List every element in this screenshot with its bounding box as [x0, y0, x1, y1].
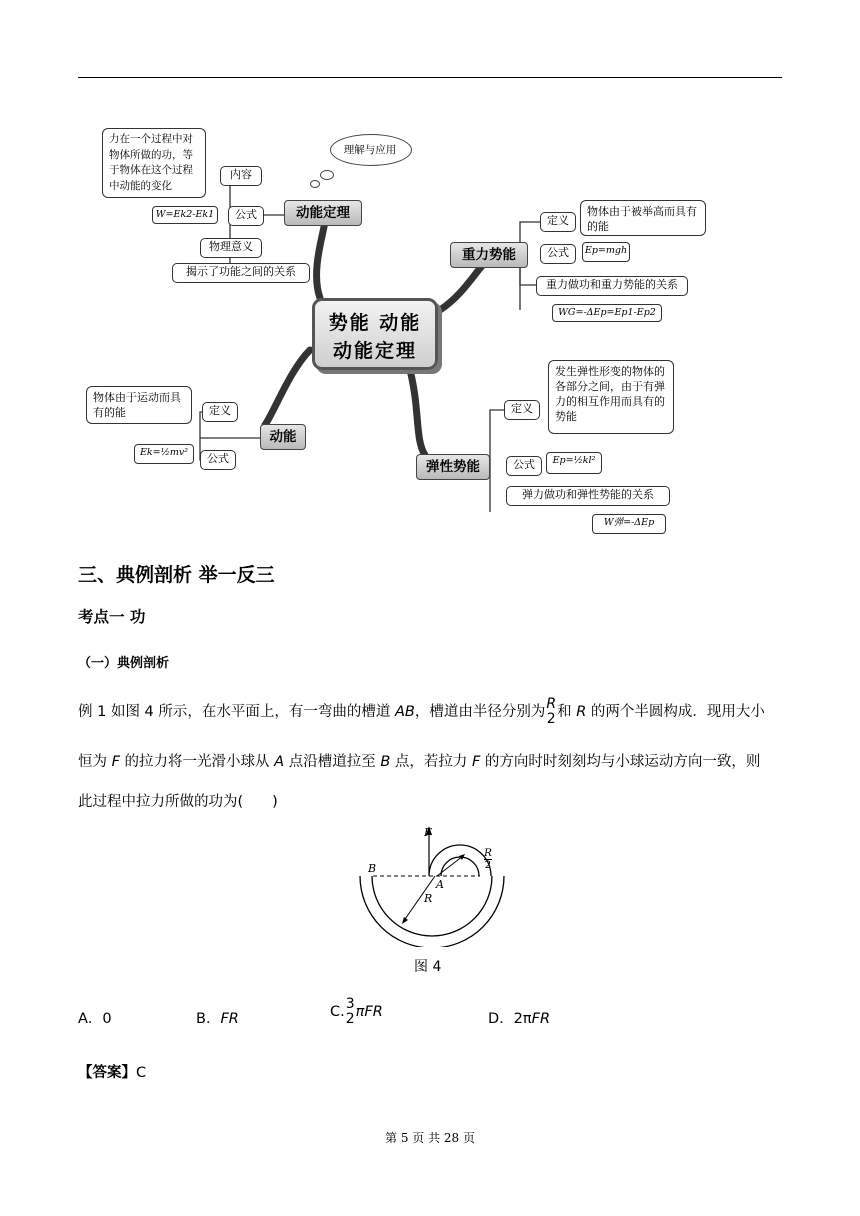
- frac-num: 3: [345, 996, 355, 1012]
- option-b: [196, 1007, 239, 1028]
- text: 的拉力将一光滑小球从: [119, 754, 275, 770]
- gravity-formula: Ep=mgh: [582, 242, 630, 262]
- answer-label: 【答案】: [78, 1065, 136, 1081]
- text: FR: [531, 1011, 551, 1027]
- option-c: [330, 997, 383, 1027]
- frac-den: 2: [345, 1011, 355, 1027]
- elastic-def-text: 发生弹性形变的物体的各部分之间，由于有弹力的相互作用而具有的势能: [548, 360, 674, 434]
- fraction-3-over-2: [346, 997, 355, 1027]
- fig-label-r-over-2: [484, 848, 492, 871]
- fig-label-a: A: [436, 878, 444, 891]
- page-footer: 第 5 页 共 28 页: [385, 1131, 475, 1145]
- text: 恒为: [78, 754, 112, 770]
- kinetic-formula-label: 公式: [200, 450, 236, 470]
- example-line-1: [78, 697, 765, 727]
- text: ，槽道由半径分别为: [414, 704, 546, 720]
- section-title: 三、典例剖析 举一反三: [78, 564, 275, 586]
- elastic-def-label: 定义: [504, 400, 540, 420]
- gravity-def-label: 定义: [540, 212, 576, 232]
- frac-den: 2: [484, 859, 492, 871]
- gravity-relation-formula: WG=-ΔEp=Ep1-Ep2: [552, 304, 662, 322]
- subsection-title: 考点一 功: [78, 608, 146, 626]
- symbol-a: A: [274, 754, 285, 770]
- meaning-label: 物理意义: [200, 238, 262, 258]
- gravity-def-text: 物体由于被举高而具有的能: [580, 200, 706, 236]
- symbol-f: F: [471, 754, 481, 770]
- text: 点沿槽道拉至: [284, 754, 381, 770]
- formula-label: 公式: [228, 206, 264, 226]
- fraction-r-over-2: [546, 697, 556, 727]
- subsub-title: （一）典例剖析: [78, 656, 170, 671]
- groove-figure: [355, 822, 505, 947]
- answer-value: C: [136, 1065, 147, 1081]
- example-line-2: [78, 752, 760, 772]
- elastic-formula-label: 公式: [506, 456, 542, 476]
- elastic-relation-formula: W弹=-ΔEp: [592, 514, 666, 534]
- topic-kinetic: 动能: [260, 424, 306, 450]
- center-line-1: 势能 动能: [328, 312, 422, 334]
- text: B．: [196, 1011, 221, 1027]
- text: 和: [557, 704, 577, 720]
- symbol-b: B: [380, 754, 391, 770]
- elastic-relation-label: 弹力做功和弹性势能的关系: [506, 486, 670, 506]
- symbol-r: R: [576, 704, 587, 720]
- text: 点，若拉力: [390, 754, 472, 770]
- kinetic-theorem-formula: W=Ek2-Ek1: [152, 206, 218, 224]
- center-topic: [312, 298, 438, 370]
- frac-den: 2: [546, 711, 556, 727]
- text: 的方向时时刻刻均与小球运动方向一致，则: [480, 754, 761, 770]
- elastic-formula: Ep=½kl²: [546, 452, 602, 474]
- content-label: 内容: [220, 166, 262, 186]
- frac-num: R: [484, 847, 492, 859]
- cloud-dot: [310, 180, 320, 188]
- answer: [78, 1061, 146, 1082]
- symbol-ab: AB: [395, 704, 415, 720]
- example-line-3: 此过程中拉力所做的功为( ): [78, 794, 278, 810]
- text: πFR: [355, 1004, 383, 1020]
- text: C.: [330, 1004, 345, 1020]
- header-rule: [78, 77, 782, 78]
- topic-kinetic-theorem: 动能定理: [284, 200, 362, 226]
- cloud-label: 理解与应用: [343, 144, 397, 156]
- fig-label-r: R: [424, 892, 433, 905]
- kinetic-def-text: 物体由于运动而具有的能: [86, 386, 192, 424]
- kinetic-theorem-content-text: 力在一个过程中对物体所做的功，等于物体在这个过程中动能的变化: [102, 128, 206, 198]
- option-a: A．0: [78, 1011, 112, 1027]
- text: 例 1 如图 4 所示，在水平面上，有一弯曲的槽道: [78, 704, 395, 720]
- frac-num: R: [546, 696, 557, 712]
- text: FR: [220, 1011, 239, 1027]
- center-line-2: 动能定理: [332, 340, 417, 362]
- gravity-formula-label: 公式: [540, 244, 576, 264]
- text: D．2π: [488, 1011, 532, 1027]
- kinetic-def-label: 定义: [202, 402, 238, 422]
- meaning-text: 揭示了功能之间的关系: [172, 263, 310, 283]
- gravity-relation-label: 重力做功和重力势能的关系: [536, 276, 688, 296]
- topic-elastic-pe: 弹性势能: [416, 454, 490, 480]
- symbol-f: F: [111, 754, 120, 770]
- topic-gravity-pe: 重力势能: [450, 242, 528, 268]
- option-d: [488, 1007, 550, 1028]
- fig-label-f: F: [424, 826, 432, 839]
- cloud-dot: [320, 170, 334, 180]
- text: 的两个半圆构成．现用大小: [586, 704, 765, 720]
- fig-label-b: B: [368, 862, 377, 875]
- mind-map: [80, 120, 780, 540]
- kinetic-formula: Ek=½mv²: [134, 444, 194, 464]
- figure-caption: 图 4: [414, 959, 442, 975]
